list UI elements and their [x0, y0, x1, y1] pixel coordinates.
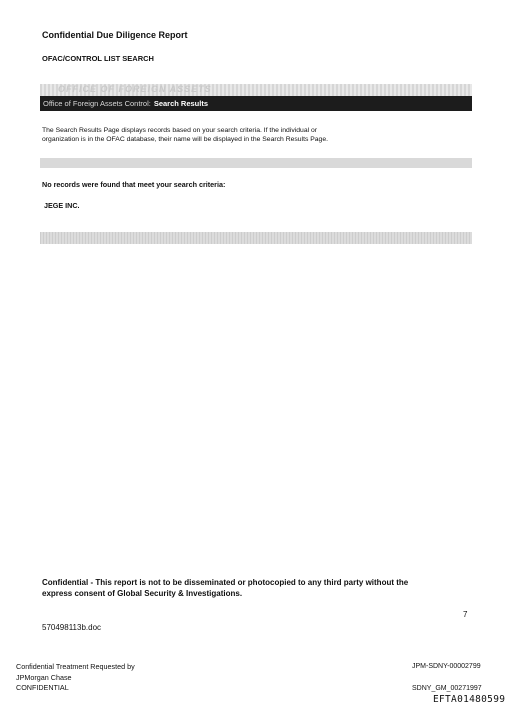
ghost-heading-band — [40, 84, 472, 96]
ghost-heading: OFFICE OF FOREIGN ASSETS — [58, 84, 212, 94]
results-description — [42, 126, 422, 144]
footer-confidential-block — [16, 662, 135, 694]
footer-line: Confidential Treatment Requested by — [16, 662, 135, 671]
footer-line: JPMorgan Chase — [16, 672, 72, 682]
confidential-notice-line: express consent of Global Security & Investigations. — [42, 589, 243, 598]
section-title: OFAC/CONTROL LIST SEARCH — [42, 54, 154, 63]
results-bar-title: Search Results — [153, 99, 209, 108]
document-id: 570498113b.doc — [42, 623, 102, 632]
results-bar-prefix: Office of Foreign Assets Control: — [43, 99, 151, 108]
page-number: 7 — [463, 610, 468, 619]
search-term: JEGE INC. — [44, 201, 80, 210]
dotted-separator — [40, 158, 472, 168]
gray-separator — [40, 232, 472, 244]
confidential-notice — [42, 577, 482, 599]
report-title: Confidential Due Diligence Report — [42, 30, 188, 40]
efta-stamp: EFTA01480599 — [433, 694, 506, 705]
bates-number-jpm: JPM-SDNY-00002799 — [412, 663, 481, 670]
description-line: The Search Results Page displays records based on your search criteria. If the individual or — [42, 127, 318, 134]
search-results-bar — [40, 96, 472, 111]
footer-line: CONFIDENTIAL — [16, 683, 69, 692]
bates-number-sdny: SDNY_GM_00271997 — [412, 685, 482, 692]
no-records-message: No records were found that meet your search criteria: — [42, 180, 226, 189]
description-line: organization is in the OFAC database, their name will be displayed in the Search Results Page. — [42, 136, 329, 143]
confidential-notice-line: Confidential - This report is not to be disseminated or photocopied to any third party without the — [42, 578, 409, 587]
